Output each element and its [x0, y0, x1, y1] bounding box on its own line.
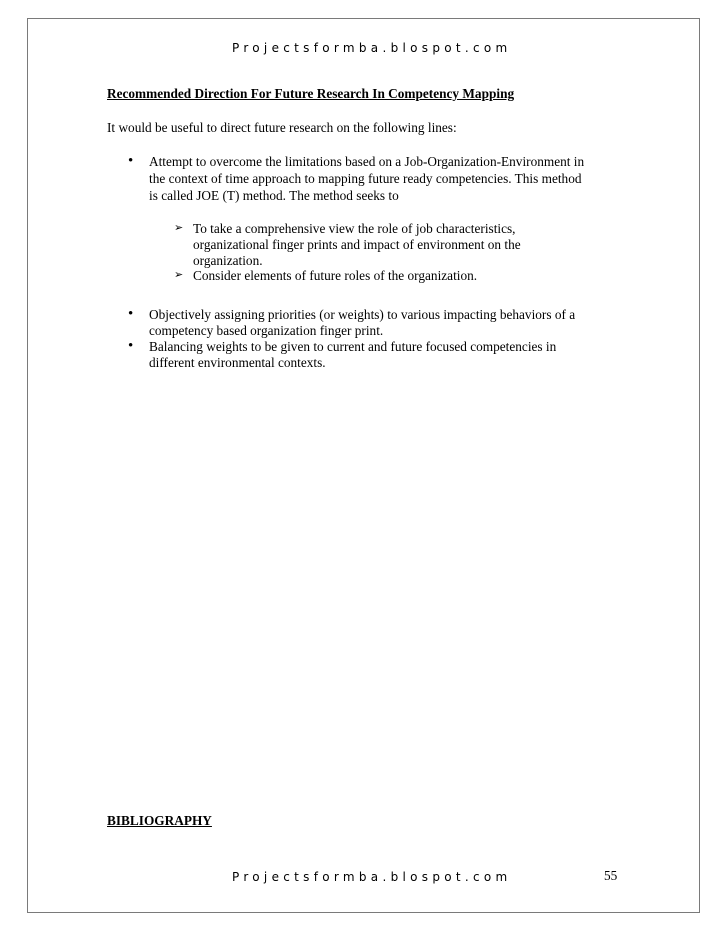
- bibliography-heading: BIBLIOGRAPHY: [107, 813, 212, 828]
- bullet-line: the context of time approach to mapping future ready competencies. This method: [149, 171, 582, 186]
- footer-site-name: Projectsformba.blospot.com: [232, 870, 512, 884]
- bullet-marker: •: [128, 338, 134, 354]
- bullet-line: Balancing weights to be given to current and future focused competencies in: [149, 339, 557, 354]
- sub-bullet-line: organizational finger prints and impact of environment on the: [193, 237, 521, 252]
- bullet-marker: •: [128, 153, 134, 169]
- sub-bullet-line: organization.: [193, 253, 263, 268]
- sub-bullet-line: To take a comprehensive view the role of job characteristics,: [193, 221, 516, 236]
- bullet-line: Objectively assigning priorities (or weights) to various impacting behaviors of a: [149, 307, 576, 322]
- bullet-line: Attempt to overcome the limitations based on a Job-Organization-Environment in: [149, 154, 585, 169]
- bullet-line: competency based organization finger print.: [149, 323, 384, 338]
- header-site-name: Projectsformba.blospot.com: [232, 41, 512, 55]
- bullet-line: different environmental contexts.: [149, 355, 326, 370]
- section-heading: Recommended Direction For Future Research In Competency Mapping: [107, 86, 515, 101]
- intro-paragraph: It would be useful to direct future research on the following lines:: [107, 120, 457, 135]
- bullet-line: is called JOE (T) method. The method seeks to: [149, 188, 399, 203]
- arrow-bullet-icon: ➢: [174, 268, 184, 281]
- bullet-marker: •: [128, 306, 134, 322]
- sub-bullet-line: Consider elements of future roles of the organization.: [193, 268, 478, 283]
- arrow-bullet-icon: ➢: [174, 221, 184, 234]
- page-number: 55: [604, 868, 618, 883]
